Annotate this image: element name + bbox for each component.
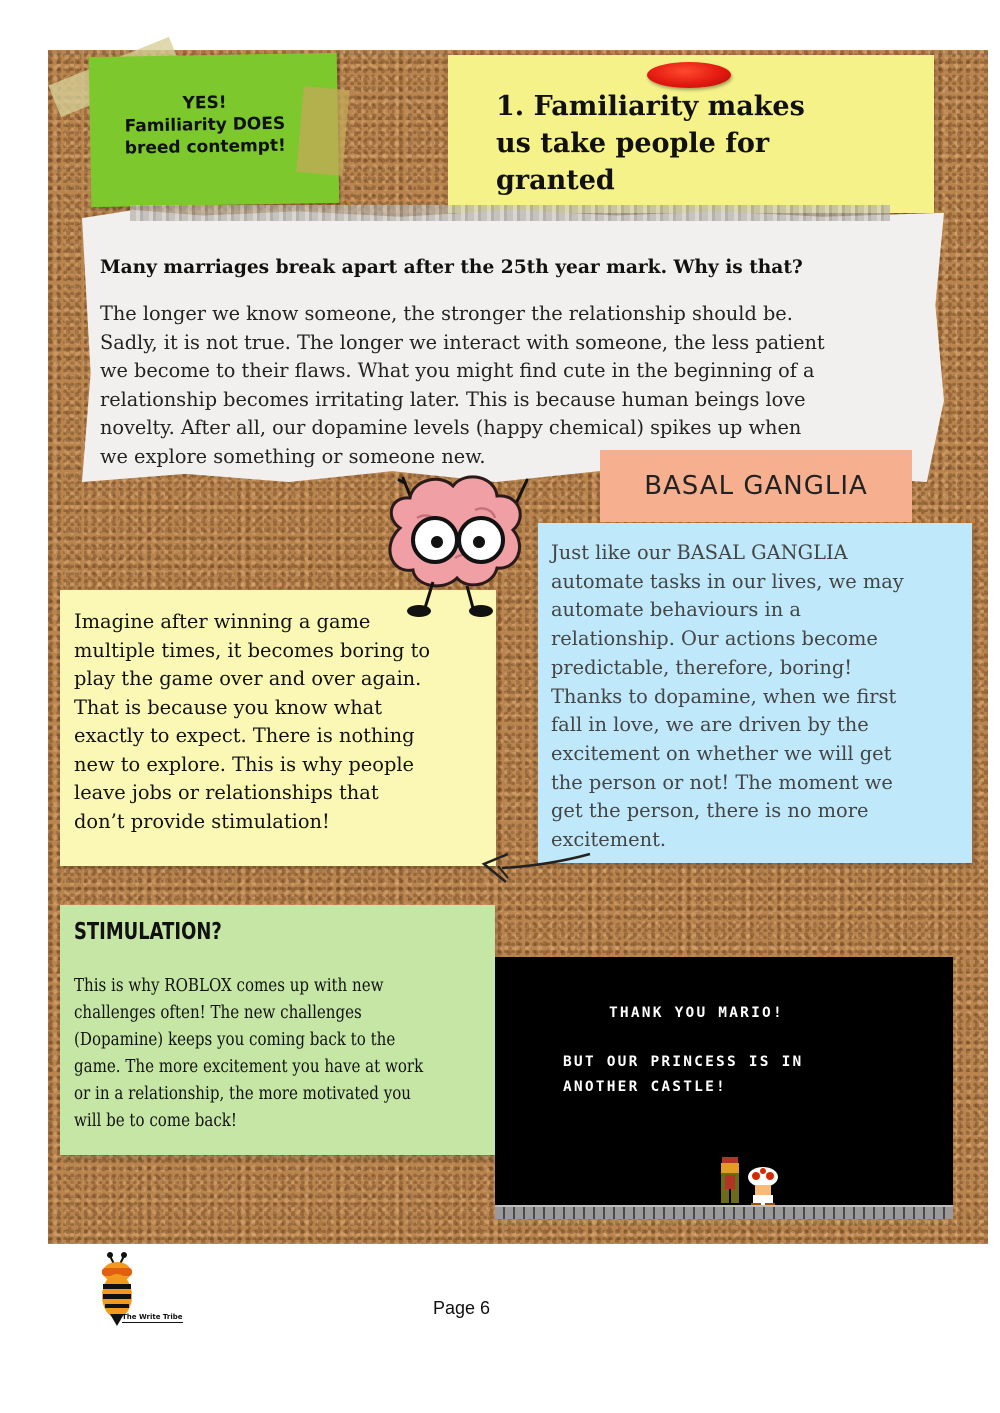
light-yellow-note-line: multiple times, it becomes boring to — [74, 638, 431, 662]
blue-note-line: relationship. Our actions become — [551, 627, 878, 651]
stimulation-line: challenges often! The new challenges — [74, 1003, 362, 1023]
paper-line: relationship becomes irritating later. This is because human beings love — [100, 387, 806, 411]
blue-note-line: excitement. — [551, 828, 667, 852]
tape-strip — [296, 86, 349, 176]
section-title-line: 1. Familiarity makes — [496, 91, 805, 122]
toad-sprite-icon — [747, 1167, 779, 1207]
paper-torn-edge — [130, 205, 890, 221]
green-note-line: Familiarity DOES — [124, 113, 286, 137]
paper-line: Sadly, it is not true. The longer we interact with someone, the less patient — [100, 330, 825, 354]
light-yellow-note-text — [74, 608, 486, 836]
hand-drawn-arrow-icon — [478, 846, 598, 886]
green-note-line: YES! — [182, 92, 227, 114]
brain-mascot-icon — [355, 458, 545, 638]
blue-note-line: automate behaviours in a — [551, 598, 801, 622]
game-text-line: ANOTHER CASTLE! — [563, 1079, 727, 1095]
mario-sprite-icon — [717, 1157, 743, 1205]
stimulation-text — [74, 973, 478, 1135]
stimulation-line: or in a relationship, the more motivated you — [74, 1084, 411, 1104]
game-floor-bricks — [495, 1205, 953, 1219]
light-yellow-note-line: That is because you know what — [74, 695, 383, 719]
blue-note-line: the person or not! The moment we — [551, 770, 893, 794]
blue-note-text — [551, 539, 963, 855]
light-yellow-note-line: Imagine after winning a game — [74, 610, 371, 633]
blue-note-line: excitement on whether we will get — [551, 741, 892, 765]
light-yellow-note-line: new to explore. This is why people — [74, 752, 415, 776]
game-text-line: BUT OUR PRINCESS IS IN — [563, 1054, 804, 1070]
blue-note-line: automate tasks in our lives, we may — [551, 569, 904, 593]
stimulation-line: game. The more excitement you have at work — [74, 1057, 424, 1077]
blue-note-line: predictable, therefore, boring! — [551, 655, 853, 679]
light-yellow-note-line: exactly to expect. There is nothing — [74, 724, 415, 747]
stimulation-line: This is why ROBLOX comes up with new — [74, 976, 384, 996]
logo-caption: The Write Tribe — [122, 1313, 183, 1321]
paper-line: novelty. After all, our dopamine levels (happy chemical) spikes up when — [100, 416, 802, 439]
paper-line: we become to their flaws. What you might find cute in the beginning of a — [100, 359, 815, 382]
mario-game-screenshot — [495, 957, 953, 1219]
paper-line: we explore something or someone new. — [100, 444, 486, 468]
light-yellow-note-line: leave jobs or relationships that — [74, 781, 379, 804]
stimulation-title: STIMULATION? — [74, 919, 222, 945]
paper-heading: Many marriages break apart after the 25th year mark. Why is that? — [100, 257, 803, 278]
green-note-text — [104, 90, 305, 159]
blue-note-line: get the person, there is no more — [551, 799, 869, 823]
light-yellow-note-line: don’t provide stimulation! — [74, 809, 330, 833]
game-text-line: THANK YOU MARIO! — [609, 1005, 784, 1021]
blue-note-line: fall in love, we are driven by the — [551, 713, 869, 737]
green-note-line: breed contempt! — [124, 135, 286, 159]
blue-note-line: Just like our BASAL GANGLIA — [551, 541, 848, 564]
section-title-line: us take people for — [496, 128, 770, 159]
light-green-sticky-note — [60, 905, 495, 1155]
section-title-line: granted — [496, 165, 615, 196]
red-pushpin-icon — [647, 62, 731, 88]
page-number: Page 6 — [433, 1298, 491, 1318]
blue-sticky-note — [538, 523, 972, 863]
blue-note-line: Thanks to dopamine, when we first — [551, 684, 897, 708]
basal-ganglia-text: BASAL GANGLIA — [644, 471, 868, 501]
stimulation-line: will be to come back! — [74, 1111, 237, 1131]
stimulation-line: (Dopamine) keeps you coming back to the — [74, 1030, 396, 1050]
light-yellow-note-line: play the game over and over again. — [74, 667, 422, 690]
paper-line: The longer we know someone, the stronger the relationship should be. — [100, 302, 793, 325]
section-title — [496, 88, 916, 199]
paper-body — [100, 300, 940, 471]
basal-ganglia-label — [600, 450, 912, 522]
